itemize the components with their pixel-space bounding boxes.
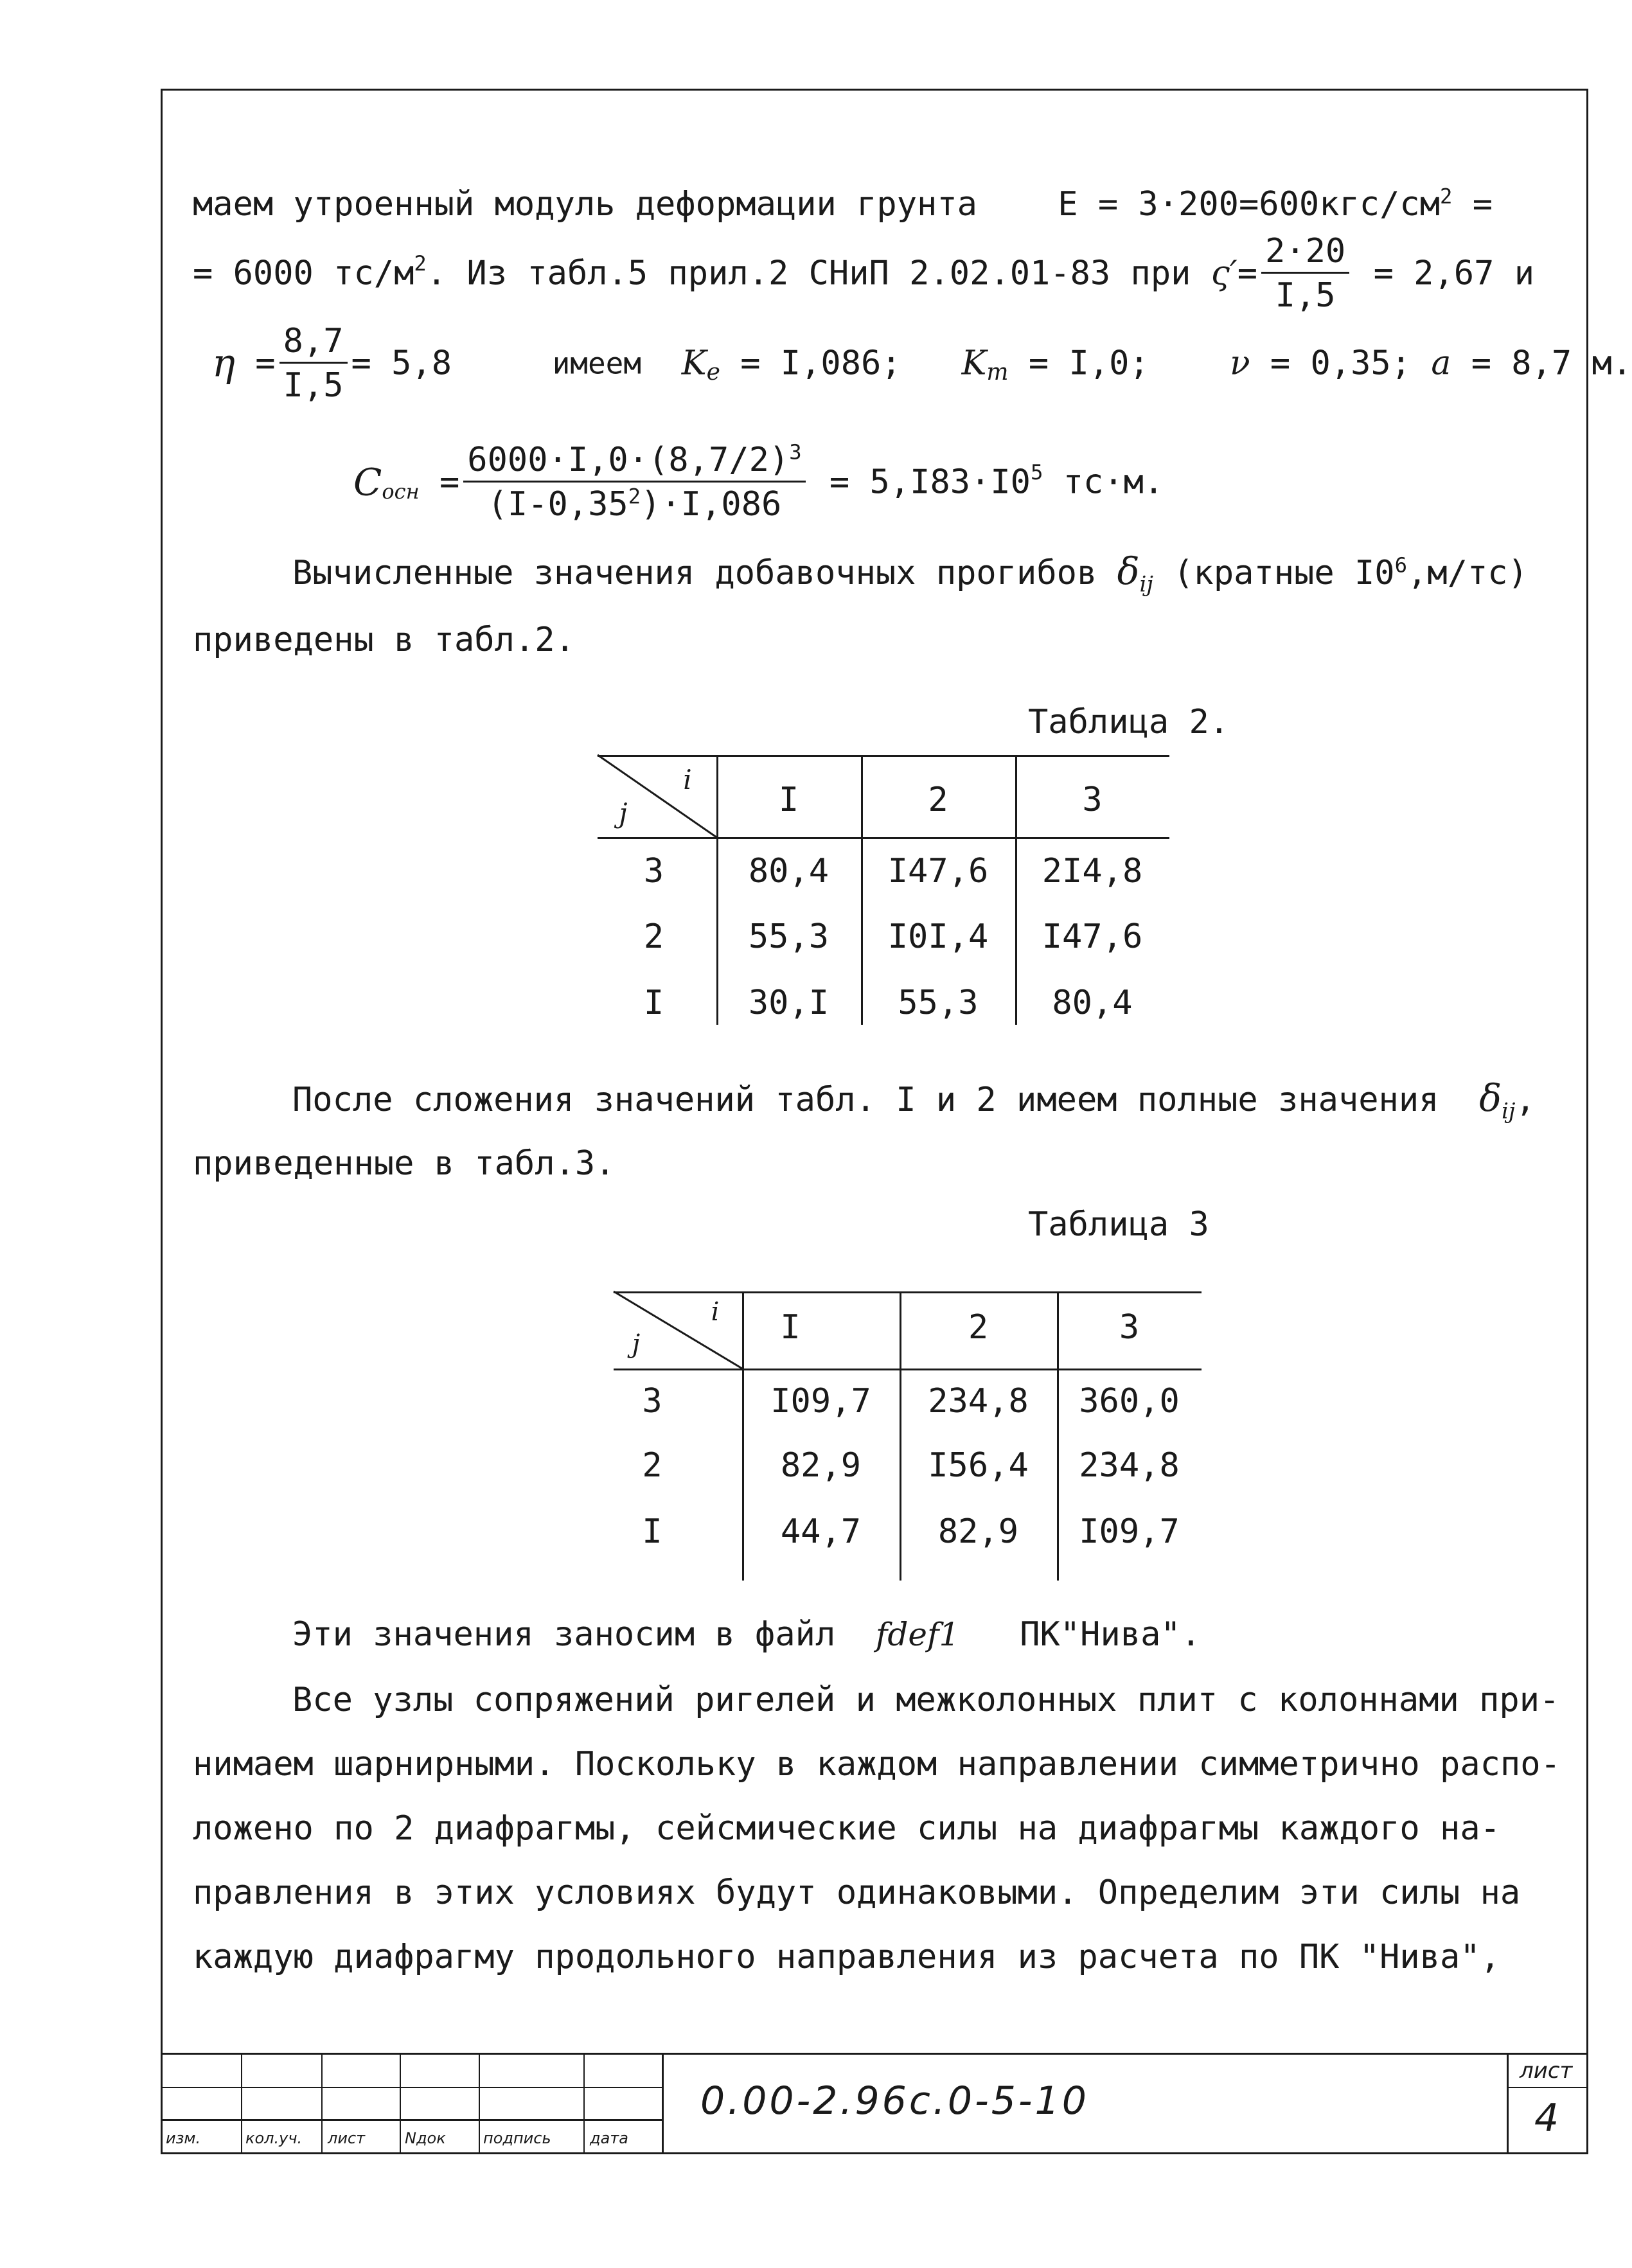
text-p1-d: приведены в табл.2. <box>193 621 575 659</box>
text-l2-exp: 2 <box>414 251 427 276</box>
table2-cell: I0I,4 <box>887 917 989 956</box>
nu-symbol: ν <box>1229 344 1250 383</box>
text-p3-a: Эти значения заносим в файл <box>292 1615 836 1654</box>
table2-cell: 55,3 <box>898 984 979 1022</box>
text-p4-line4: правления в этих условиях будут одинаковыми. Определим эти силы на <box>193 1874 1521 1912</box>
text-p4-line3: ложено по 2 диафрагмы, сейсмические силы на диафрагмы каждого на- <box>193 1809 1500 1848</box>
fraction-zeta-num: 2·20 <box>1261 235 1349 274</box>
km-subscript: m <box>986 359 1009 385</box>
fraction-zeta-den: I,5 <box>1275 276 1336 315</box>
text-l4-res-exp: 5 <box>1031 460 1043 485</box>
table2-corner-i: i <box>683 764 692 795</box>
stamp-col-7 <box>1507 2053 1509 2154</box>
a-symbol: a <box>1431 344 1451 383</box>
stamp-row-line-2 <box>161 2119 662 2121</box>
text-l3-f: = 8,7 м. <box>1471 344 1632 383</box>
stamp-top-line <box>161 2053 1588 2055</box>
delta-subscript-1: ij <box>1139 571 1153 598</box>
fraction-eta <box>279 322 348 405</box>
text-l3-b: имеем <box>552 346 642 381</box>
text-p1-line1 <box>292 549 1528 598</box>
text-p2-line1 <box>292 1076 1536 1124</box>
text-l1-a: маем утроенный модуль деформации грунта <box>193 185 977 224</box>
table2-cell: I47,6 <box>1042 917 1143 956</box>
fraction-cosn <box>463 439 805 524</box>
table2-header-1: I <box>778 781 799 819</box>
c-subscript: осн <box>382 479 420 504</box>
text-l4-unit: тс·м. <box>1043 463 1164 502</box>
delta-symbol-2: δ <box>1479 1076 1502 1120</box>
fraction-zeta <box>1261 232 1349 315</box>
table2-cell: 2I4,8 <box>1042 852 1143 890</box>
table3-header-3: 3 <box>1119 1308 1140 1347</box>
table3-cell: 82,9 <box>937 1512 1019 1551</box>
stamp-sheet-line <box>1507 2087 1588 2088</box>
file-name: fdef1 <box>875 1616 960 1653</box>
table3-header-2: 2 <box>968 1308 989 1347</box>
ke-symbol: K <box>681 344 707 383</box>
text-l1-b: E = 3·200=600кгс/см <box>1058 185 1441 224</box>
text-l1-c: = <box>1452 185 1493 224</box>
zeta-symbol: ς′ <box>1211 254 1237 293</box>
stamp-row-line-1 <box>161 2087 662 2088</box>
table3-cell: 82,9 <box>780 1446 862 1485</box>
text-l2-eq: = <box>1237 254 1258 293</box>
text-l3-d: = I,0; <box>1028 344 1149 383</box>
stamp-label-podpis: подпись <box>483 2129 551 2147</box>
text-l3-a: = 5,8 <box>351 344 452 383</box>
stamp-label-data: дата <box>590 2129 628 2147</box>
table2-title: Таблица 2. <box>1028 703 1230 741</box>
text-l2-a: = 6000 тс/м <box>193 254 414 293</box>
text-p1-b: (кратные I0 <box>1173 554 1395 592</box>
stamp-col-2 <box>321 2053 323 2154</box>
table3-row-j: 2 <box>642 1446 662 1485</box>
text-p3 <box>292 1615 1202 1654</box>
table3-cell: 44,7 <box>780 1512 862 1551</box>
text-p2-comma: , <box>1515 1081 1536 1119</box>
text-p4-line5: каждую диафрагму продольного направления из расчета по ПК "Нива", <box>193 1938 1500 1976</box>
table2-cell: 30,I <box>748 984 829 1022</box>
table3 <box>614 1291 1202 1581</box>
km-symbol: K <box>961 344 987 383</box>
table3-row-j: I <box>642 1512 662 1551</box>
stamp-col-3 <box>400 2053 401 2154</box>
fraction-eta-num: 8,7 <box>279 324 348 364</box>
c-symbol: C <box>353 460 382 504</box>
text-line-3 <box>212 322 1632 405</box>
stamp-col-1 <box>241 2053 242 2154</box>
delta-subscript-2: ij <box>1502 1098 1516 1124</box>
table3-row-j: 3 <box>642 1382 662 1421</box>
text-p2-b: приведенные в табл.3. <box>193 1144 616 1183</box>
sheet-label: лист <box>1520 2058 1573 2084</box>
text-l4-eq: = <box>439 463 460 502</box>
table2-header-2: 2 <box>928 781 948 819</box>
text-p1-c: ,м/тс) <box>1407 554 1528 592</box>
table3-cell: 234,8 <box>928 1382 1029 1421</box>
stamp-label-izm: изм. <box>166 2129 201 2147</box>
eta-symbol: η <box>212 341 235 386</box>
table3-title: Таблица 3 <box>1028 1205 1209 1244</box>
text-l2-c: = 2,67 и <box>1373 254 1535 293</box>
text-l3-c: = I,086; <box>740 344 901 383</box>
table2-cell: 55,3 <box>748 917 829 956</box>
fraction-cosn-den-a: (I-0,35 <box>487 485 628 524</box>
fraction-cosn-den-exp: 2 <box>628 484 641 509</box>
text-p3-b: ПК"Нива". <box>1020 1615 1202 1654</box>
table3-cell: 360,0 <box>1079 1382 1180 1421</box>
stamp-label-ndok: Nдок <box>405 2129 446 2147</box>
document-number: 0.00-2.96с.0-5-10 <box>700 2078 1089 2123</box>
text-p4-line1: Все узлы сопряжений ригелей и межколонных плит с колоннами при- <box>292 1681 1560 1719</box>
table2-cell: 80,4 <box>1052 984 1133 1022</box>
text-line-2 <box>193 232 1535 315</box>
stamp-label-list: лист <box>328 2129 366 2147</box>
table3-header-1: I <box>780 1308 801 1347</box>
table3-corner-i: i <box>711 1297 720 1327</box>
fraction-cosn-num-text: 6000·I,0·(8,7/2) <box>467 441 790 479</box>
text-p1-line2 <box>193 623 575 657</box>
text-p1-a: Вычисленные значения добавочных прогибов <box>292 554 1097 592</box>
table3-cell: I56,4 <box>928 1446 1029 1485</box>
text-p2-a: После сложения значений табл. I и 2 имеем полные значения <box>292 1081 1439 1119</box>
table2-cell: I47,6 <box>887 852 989 890</box>
text-l2-b: . Из табл.5 прил.2 СНиП 2.02.01-83 при <box>426 254 1191 293</box>
table3-cell: 234,8 <box>1079 1446 1180 1485</box>
fraction-cosn-den-b: )·I,086 <box>641 485 782 524</box>
table2-row-j: 2 <box>643 917 664 956</box>
fraction-cosn-den <box>463 483 805 524</box>
table3-corner-j: j <box>632 1329 641 1359</box>
text-p2-line2 <box>193 1144 616 1183</box>
stamp-col-5 <box>583 2053 585 2154</box>
sheet-number: 4 <box>1534 2096 1559 2141</box>
text-l3-e: = 0,35; <box>1270 344 1412 383</box>
table2-corner-j: j <box>619 797 628 829</box>
stamp-label-kolvo: кол.уч. <box>245 2129 303 2147</box>
text-p1-exp: 6 <box>1394 553 1408 578</box>
table2-cell: 80,4 <box>748 852 829 890</box>
text-p4-line2: нимаем шарнирными. Поскольку в каждом направлении симметрично распо- <box>193 1745 1561 1784</box>
table3-cell: I09,7 <box>770 1382 871 1421</box>
stamp-col-4 <box>479 2053 480 2154</box>
table2-row-j: 3 <box>643 852 664 890</box>
delta-symbol-1: δ <box>1117 549 1140 593</box>
text-line-1 <box>193 184 1493 224</box>
stamp-col-6 <box>662 2053 664 2154</box>
text-l4-res: = 5,I83·I0 <box>829 463 1031 502</box>
table2 <box>598 755 1169 1025</box>
fraction-cosn-num-exp: 3 <box>789 439 802 465</box>
text-l3-eq: = <box>255 344 276 383</box>
table2-row-j: I <box>643 984 664 1022</box>
text-l1-exp: 2 <box>1440 184 1453 209</box>
table2-header-3: 3 <box>1082 781 1103 819</box>
table3-cell: I09,7 <box>1079 1512 1180 1551</box>
text-line-4 <box>353 439 1164 524</box>
ke-subscript: e <box>706 359 720 385</box>
fraction-cosn-num <box>463 439 805 483</box>
fraction-eta-den: I,5 <box>283 366 344 405</box>
